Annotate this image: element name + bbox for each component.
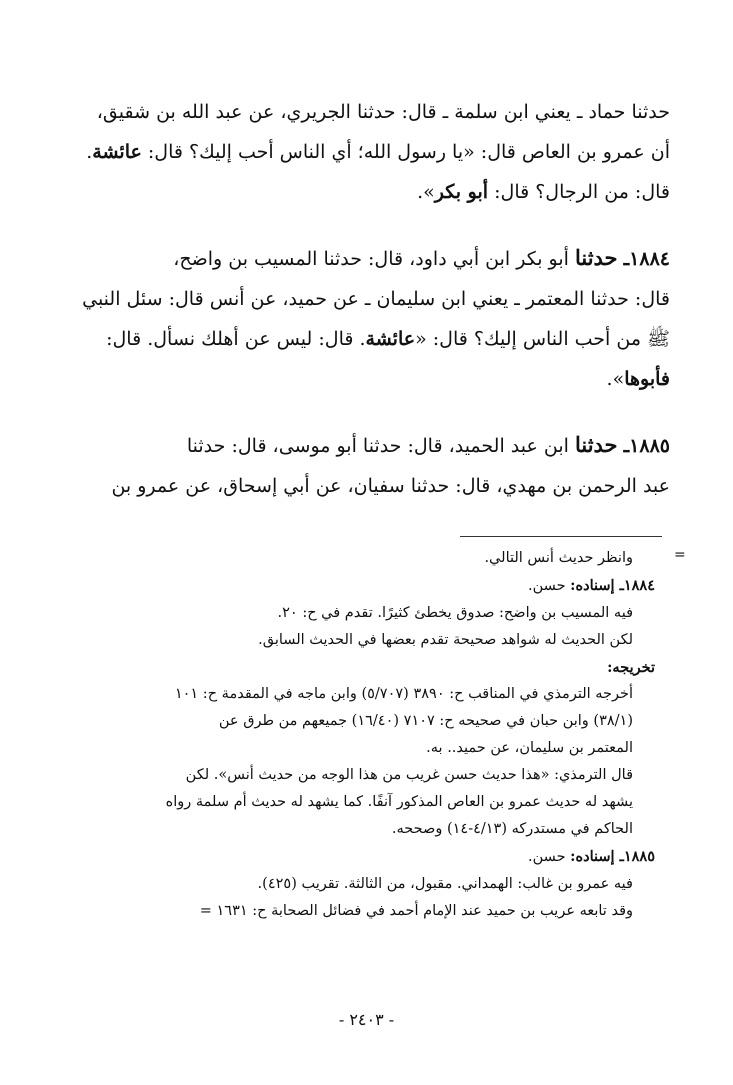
- text-line: قال: من الرجال؟ قال:: [494, 181, 670, 203]
- hadith-1885: [60, 425, 670, 506]
- main-text: [60, 92, 670, 506]
- text-line: ﷺ من أحب الناس إليك؟ قال: «: [415, 328, 670, 350]
- note-line: وقد تابعه عريب بن حميد عند الإمام أحمد في فضائل الصحابة ح: ١٦٣١ =: [199, 903, 633, 919]
- text-line: أن عمرو بن العاص قال: «يا رسول الله؛ أي الناس أحب إليك؟ قال:: [147, 141, 670, 163]
- paragraph-continuation: حدثنا حماد ـ يعني ابن سلمة ـ قال: حدثنا الجريري، عن عبد الله بن شقيق، أن عمرو بن العاص قال: «يا رسول الله؛ أي الناس أحب إليك؟ قال: عائشة. قال: من الرجال؟ قال: أبو بكر».: [86, 101, 670, 203]
- hadith-1884: [60, 238, 670, 399]
- note-line: الحاكم في مستدركه (٤/١٣-١٤) وصححه.: [391, 821, 633, 837]
- text-line: قال: حدثنا المعتمر ـ يعني ابن سليمان ـ عن حميد، عن أنس قال: سئل النبي: [82, 288, 670, 310]
- note-heading: ١٨٨٤ـ إسناده:: [570, 577, 655, 594]
- note-heading-line: [100, 572, 655, 600]
- bold-name: فأبوها: [624, 368, 670, 390]
- note-heading-line: [100, 843, 655, 871]
- note-heading: تخريجه:: [607, 659, 655, 676]
- haddathana-word: حدثنا: [574, 245, 618, 270]
- text-line: ابن عبد الحميد، قال: حدثنا أبو موسى، قال: حدثنا: [186, 435, 569, 457]
- text-line: عبد الرحمن بن مهدي، قال: حدثنا سفيان، عن أبي إسحاق، عن عمرو بن: [111, 475, 670, 497]
- haddathana-word: حدثنا: [574, 432, 618, 457]
- note-line: وانظر حديث أنس التالي.: [484, 550, 633, 566]
- page-number: - ٢٤٠٣ -: [338, 1010, 395, 1029]
- note-heading: ١٨٨٥ـ إسناده:: [570, 848, 655, 865]
- note-line: أخرجه الترمذي في المناقب ح: ٣٨٩٠ (٥/٧٠٧) وابن ماجه في المقدمة ح: ١٠١: [174, 686, 633, 702]
- note-text: حسن.: [528, 849, 566, 865]
- note-text: حسن.: [528, 578, 566, 594]
- hadith-number: ١٨٨٥ـ: [623, 435, 670, 457]
- footnotes: [100, 545, 655, 925]
- note-line: لكن الحديث له شواهد صحيحة تقدم بعضها في الحديث السابق.: [258, 632, 633, 648]
- text-line: أبو بكر ابن أبي داود، قال: حدثنا المسيب بن واضح،: [173, 248, 569, 270]
- text-line: حدثنا حماد ـ يعني ابن سلمة ـ قال: حدثنا الجريري، عن عبد الله بن شقيق،: [96, 101, 670, 123]
- note-line: قال الترمذي: «هذا حديث حسن غريب من هذا الوجه من حديث أنس». لكن: [185, 767, 633, 783]
- bold-name: عائشة: [92, 141, 142, 163]
- bold-name: أبو بكر: [434, 181, 489, 203]
- note-line: (٣٨/١) وابن حبان في صحيحه ح: ٧١٠٧ (١٦/٤٠) جميعهم من طرق عن: [218, 713, 633, 729]
- note-line: المعتمر بن سليمان، عن حميد.. به.: [426, 740, 633, 756]
- bold-name: عائشة: [365, 328, 416, 350]
- note-line: يشهد له حديث عمرو بن العاص المذكور آنفًا. كما يشهد له حديث أم سلمة رواه: [165, 794, 633, 810]
- continuation-mark: =: [674, 547, 686, 563]
- footnote-separator: [460, 536, 662, 537]
- note-line: فيه المسيب بن واضح: صدوق يخطئ كثيرًا. تقدم في ح: ٢٠.: [277, 605, 633, 621]
- text-fragment: ».: [417, 181, 435, 203]
- text-fragment: ».: [606, 368, 625, 390]
- text-fragment: . قال: ليس عن أهلك نسأل. قال:: [106, 328, 366, 350]
- note-line: فيه عمرو بن غالب: الهمداني. مقبول، من الثالثة. تقريب (٤٢٥).: [257, 876, 633, 892]
- hadith-number: ١٨٨٤ـ: [623, 248, 670, 270]
